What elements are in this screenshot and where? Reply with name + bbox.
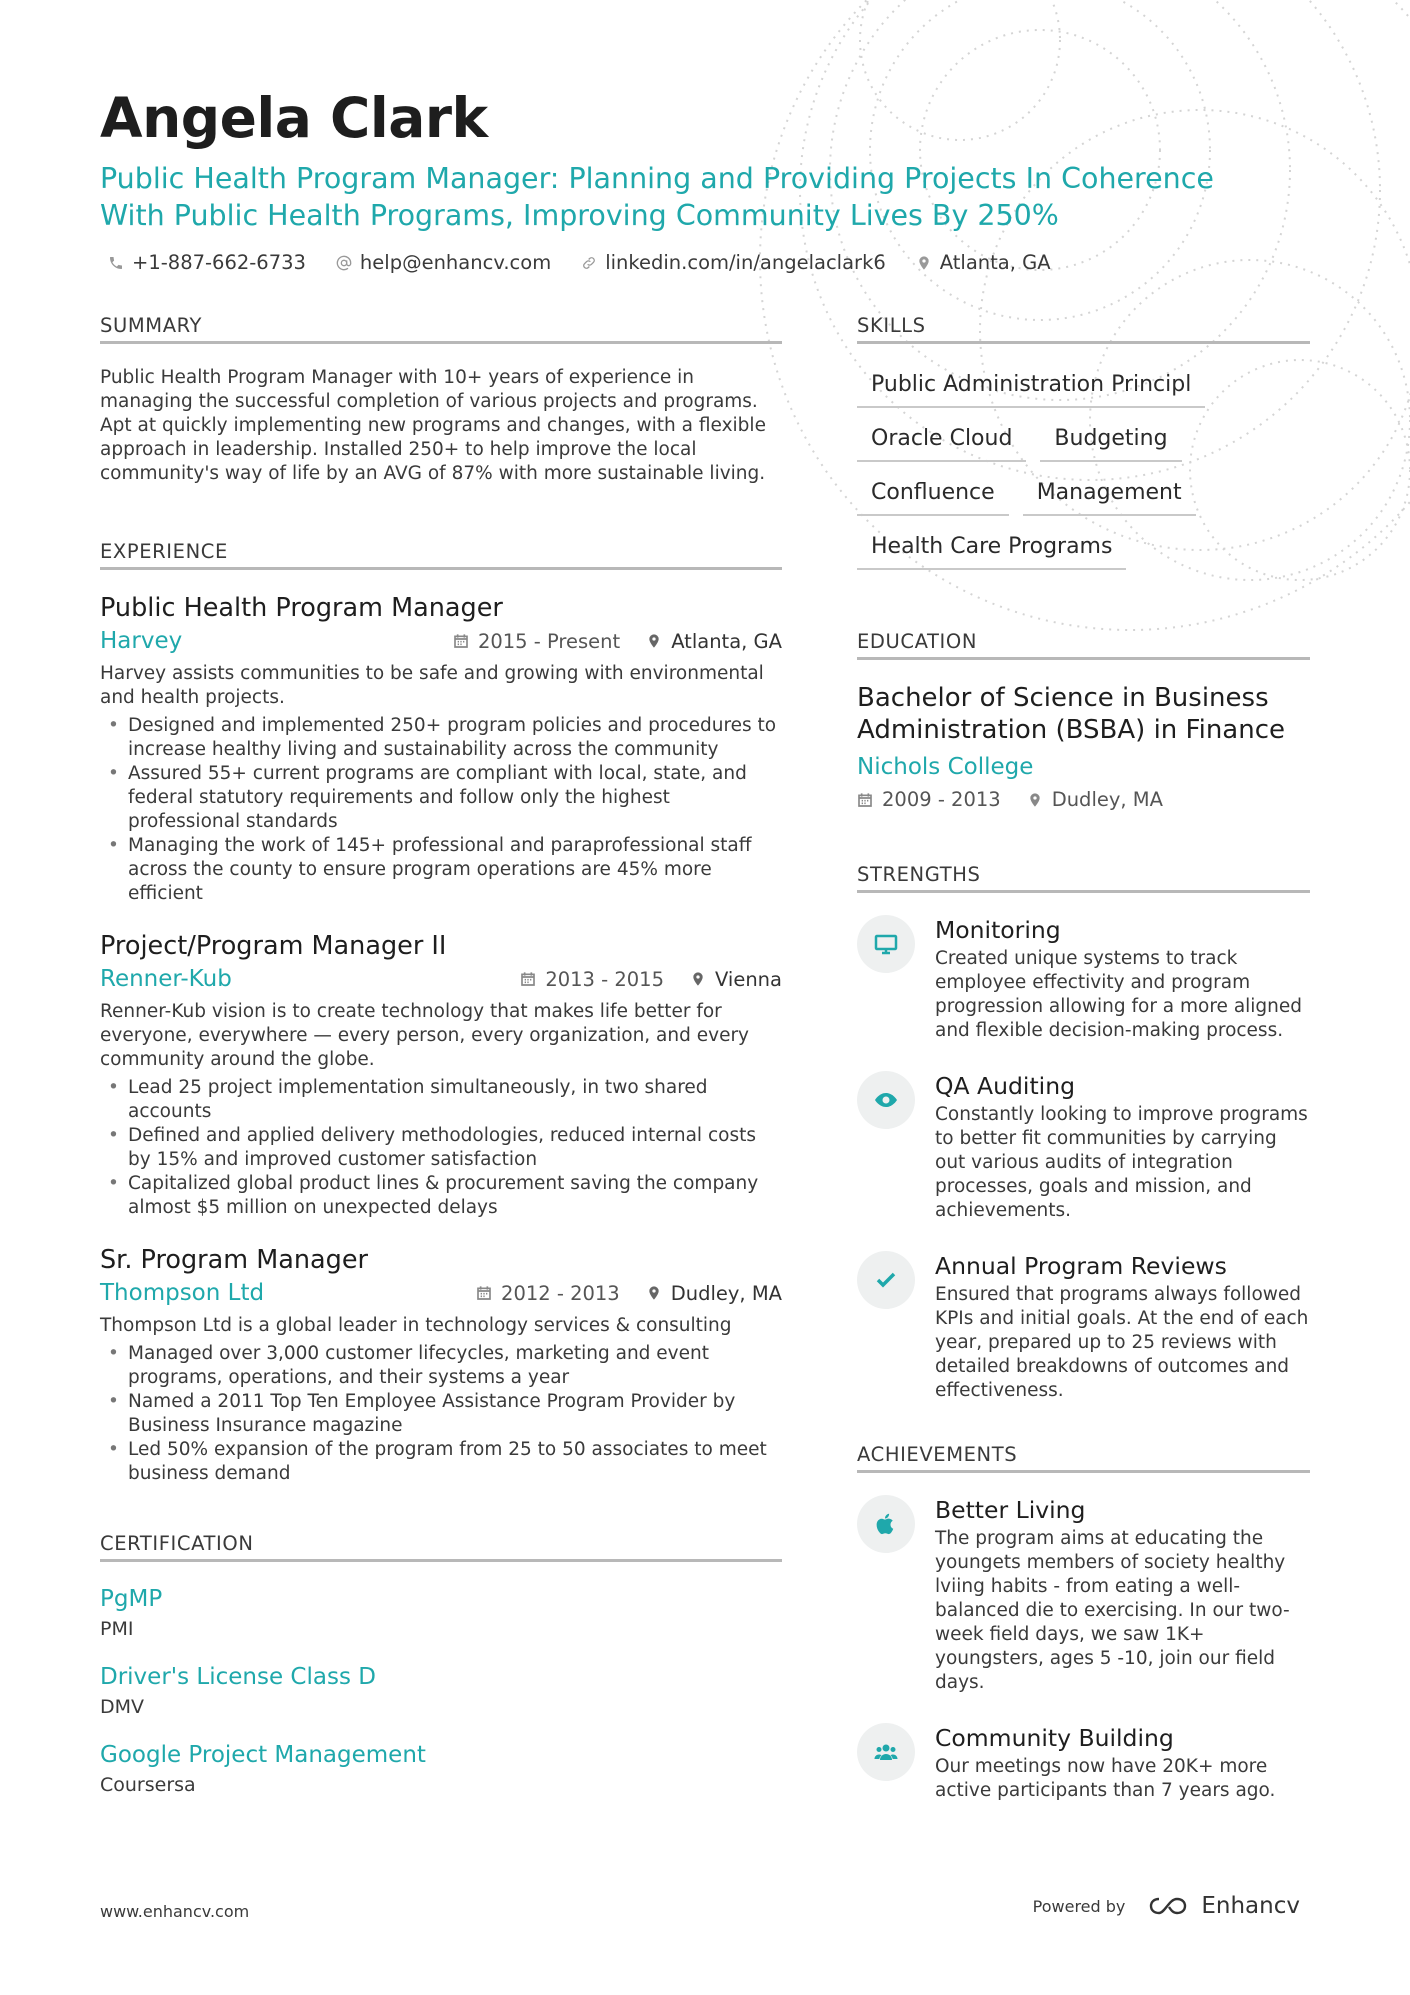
certification-issuer: PMI xyxy=(100,1618,134,1640)
at-icon xyxy=(336,255,352,271)
certification-item xyxy=(100,1584,782,1640)
company-name: Renner-Kub xyxy=(100,966,232,992)
company-name: Thompson Ltd xyxy=(100,1280,265,1306)
company-description: Thompson Ltd is a global leader in technology services & consulting xyxy=(100,1315,732,1336)
resume-page xyxy=(100,80,1310,1801)
contact-location xyxy=(916,251,1051,274)
job-location: Vienna xyxy=(715,967,782,991)
email-text: help@enhancv.com xyxy=(359,251,552,274)
strength-title: Annual Program Reviews xyxy=(935,1252,1227,1280)
link-icon xyxy=(581,255,597,271)
job-meta xyxy=(100,966,782,992)
headline-line-1: Public Health Program Manager: Planning and Providing Projects In Coherence xyxy=(100,162,1214,195)
job-entry xyxy=(100,1244,782,1486)
job-bullet: • Defined and applied delivery methodologies, reduced internal costs by 15% and improved customer satisfaction xyxy=(100,1124,782,1172)
strength-item xyxy=(857,915,1310,1043)
strength-item xyxy=(857,1071,1310,1223)
apple-icon xyxy=(874,1512,898,1536)
skill-tag: Confluence xyxy=(857,474,1009,516)
education-meta xyxy=(857,788,1310,811)
achievement-desc: Our meetings now have 20K+ more active participants than 7 years ago. xyxy=(935,1756,1276,1801)
job-bullet: • Named a 2011 Top Ten Employee Assistance Program Provider by Business Insurance magazine xyxy=(100,1390,782,1438)
strength-desc: Created unique systems to track employee effectivity and program progression allowing for a more aligned and flexible decision-making process. xyxy=(935,948,1303,1041)
education-location: Dudley, MA xyxy=(1051,788,1163,811)
check-icon xyxy=(874,1268,898,1292)
certification-name: PgMP xyxy=(100,1586,163,1612)
left-column xyxy=(100,314,782,1818)
job-bullet: • Led 50% expansion of the program from 25 to 50 associates to meet business demand xyxy=(100,1438,782,1486)
achievement-item xyxy=(857,1723,1310,1803)
calendar-icon xyxy=(476,1285,492,1301)
skills-section xyxy=(857,314,1310,570)
certification-title: CERTIFICATION xyxy=(100,1532,782,1562)
candidate-name: Angela Clark xyxy=(100,86,488,150)
job-location: Dudley, MA xyxy=(670,1281,782,1305)
users-icon xyxy=(874,1740,898,1764)
education-section xyxy=(857,630,1310,811)
headline-line-2: With Public Health Programs, Improving Community Lives By 250% xyxy=(100,199,1059,232)
certification-item xyxy=(100,1662,782,1718)
strengths-section xyxy=(857,863,1310,1403)
phone-icon xyxy=(108,255,124,271)
brand-logo[interactable] xyxy=(1147,1893,1300,1919)
company-name: Harvey xyxy=(100,628,183,654)
certification-item xyxy=(100,1740,782,1796)
location-pin-icon xyxy=(646,1285,662,1301)
contact-phone[interactable] xyxy=(108,251,306,274)
strength-desc: Ensured that programs always followed KPIs and initial goals. At the end of each year, prepared up to 25 reviews with detailed breakdowns of outcomes and effectiveness. xyxy=(935,1284,1309,1401)
contact-linkedin[interactable] xyxy=(581,251,886,274)
certification-issuer: DMV xyxy=(100,1696,145,1718)
skill-tag: Budgeting xyxy=(1040,420,1181,462)
headline xyxy=(100,160,1280,234)
experience-section xyxy=(100,540,782,1486)
job-dates: 2013 - 2015 xyxy=(545,967,664,991)
job-title: Project/Program Manager II xyxy=(100,931,447,961)
achievements-title: ACHIEVEMENTS xyxy=(857,1443,1310,1473)
job-meta xyxy=(100,628,782,654)
location-pin-icon xyxy=(646,633,662,649)
job-bullet: • Designed and implemented 250+ program policies and procedures to increase healthy living and sustainability across the community xyxy=(100,714,782,762)
job-bullet: • Capitalized global product lines & procurement saving the company almost $5 million on unexpected delays xyxy=(100,1172,782,1220)
skills-title: SKILLS xyxy=(857,314,1310,344)
summary-text: Public Health Program Manager with 10+ years of experience in managing the successful completion of various projects and programs. Apt at quickly implementing new programs and changes, with a flexible approach in leadership. Installed 250+ to help improve the local community's way of life by an AVG of 87% with more sustainable living. xyxy=(100,367,766,484)
skill-tag: Oracle Cloud xyxy=(857,420,1026,462)
degree: Bachelor of Science in Business Administration (BSBA) in Finance xyxy=(857,683,1286,745)
strength-title: QA Auditing xyxy=(935,1072,1076,1100)
school-name: Nichols College xyxy=(857,754,1034,780)
achievement-title: Better Living xyxy=(935,1496,1086,1524)
skill-tag: Management xyxy=(1023,474,1196,516)
job-dates: 2012 - 2013 xyxy=(501,1281,620,1305)
infinity-logo-icon xyxy=(1147,1895,1193,1917)
achievement-item xyxy=(857,1495,1310,1695)
contact-bar xyxy=(100,251,1310,274)
company-description: Renner-Kub vision is to create technology that makes life better for everyone, everywhere — every person, every organization, and every community around the globe. xyxy=(100,1001,750,1070)
education-dates: 2009 - 2013 xyxy=(882,788,1001,811)
brand-name: Enhancv xyxy=(1201,1893,1300,1919)
job-bullets xyxy=(100,1076,782,1220)
job-bullet: • Lead 25 project implementation simultaneously, in two shared accounts xyxy=(100,1076,782,1124)
achievements-section xyxy=(857,1443,1310,1803)
certification-issuer: Coursersa xyxy=(100,1774,196,1796)
strength-title: Monitoring xyxy=(935,916,1061,944)
phone-text: +1-887-662-6733 xyxy=(132,251,306,274)
calendar-icon xyxy=(857,792,873,808)
experience-title: EXPERIENCE xyxy=(100,540,782,570)
footer-branding xyxy=(1033,1893,1300,1919)
job-bullet: • Assured 55+ current programs are compliant with local, state, and federal statutory requirements and follow only the highest professional standards xyxy=(100,762,782,834)
certification-name: Driver's License Class D xyxy=(100,1664,376,1690)
strengths-title: STRENGTHS xyxy=(857,863,1310,893)
job-meta xyxy=(100,1280,782,1306)
job-title: Public Health Program Manager xyxy=(100,593,503,623)
job-bullets xyxy=(100,714,782,906)
skill-tag: Health Care Programs xyxy=(857,528,1126,570)
job-location: Atlanta, GA xyxy=(671,629,782,653)
job-dates: 2015 - Present xyxy=(477,629,621,653)
summary-title: SUMMARY xyxy=(100,314,782,344)
company-description: Harvey assists communities to be safe and growing with environmental and health projects. xyxy=(100,663,764,708)
monitor-icon xyxy=(874,932,898,956)
location-pin-icon xyxy=(690,971,706,987)
job-entry xyxy=(100,930,782,1220)
linkedin-text: linkedin.com/in/angelaclark6 xyxy=(605,251,886,274)
achievement-title: Community Building xyxy=(935,1724,1174,1752)
job-entry xyxy=(100,592,782,906)
achievement-desc: The program aims at educating the youngets members of society healthy lviing habits - from eating a well-balanced die to exercising. In our two-week field days, we saw 1K+ youngsters, ages 5 -10, join our field days. xyxy=(935,1528,1290,1693)
location-pin-icon xyxy=(916,255,932,271)
powered-by-label: Powered by xyxy=(1032,1896,1126,1916)
certification-section xyxy=(100,1532,782,1796)
footer-website[interactable]: www.enhancv.com xyxy=(100,1902,250,1921)
calendar-icon xyxy=(453,633,469,649)
strength-desc: Constantly looking to improve programs to better fit communities by carrying out various audits of integration processes, goals and mission, and achievements. xyxy=(935,1104,1308,1221)
job-bullet: • Managed over 3,000 customer lifecycles, marketing and event programs, operations, and their systems a year xyxy=(100,1342,782,1390)
summary-section xyxy=(100,314,782,486)
education-title: EDUCATION xyxy=(857,630,1310,660)
contact-email[interactable] xyxy=(336,251,551,274)
calendar-icon xyxy=(520,971,536,987)
job-title: Sr. Program Manager xyxy=(100,1245,369,1275)
eye-icon xyxy=(874,1088,898,1112)
right-column xyxy=(857,314,1310,1831)
job-bullet: • Managing the work of 145+ professional and paraprofessional staff across the county to ensure program operations are 45% more efficient xyxy=(100,834,782,906)
location-text: Atlanta, GA xyxy=(939,251,1051,274)
skills-list xyxy=(857,366,1310,570)
skill-tag: Public Administration Principl xyxy=(857,366,1205,408)
strength-item xyxy=(857,1251,1310,1403)
location-pin-icon xyxy=(1027,792,1043,808)
certification-name: Google Project Management xyxy=(100,1742,426,1768)
job-bullets xyxy=(100,1342,782,1486)
